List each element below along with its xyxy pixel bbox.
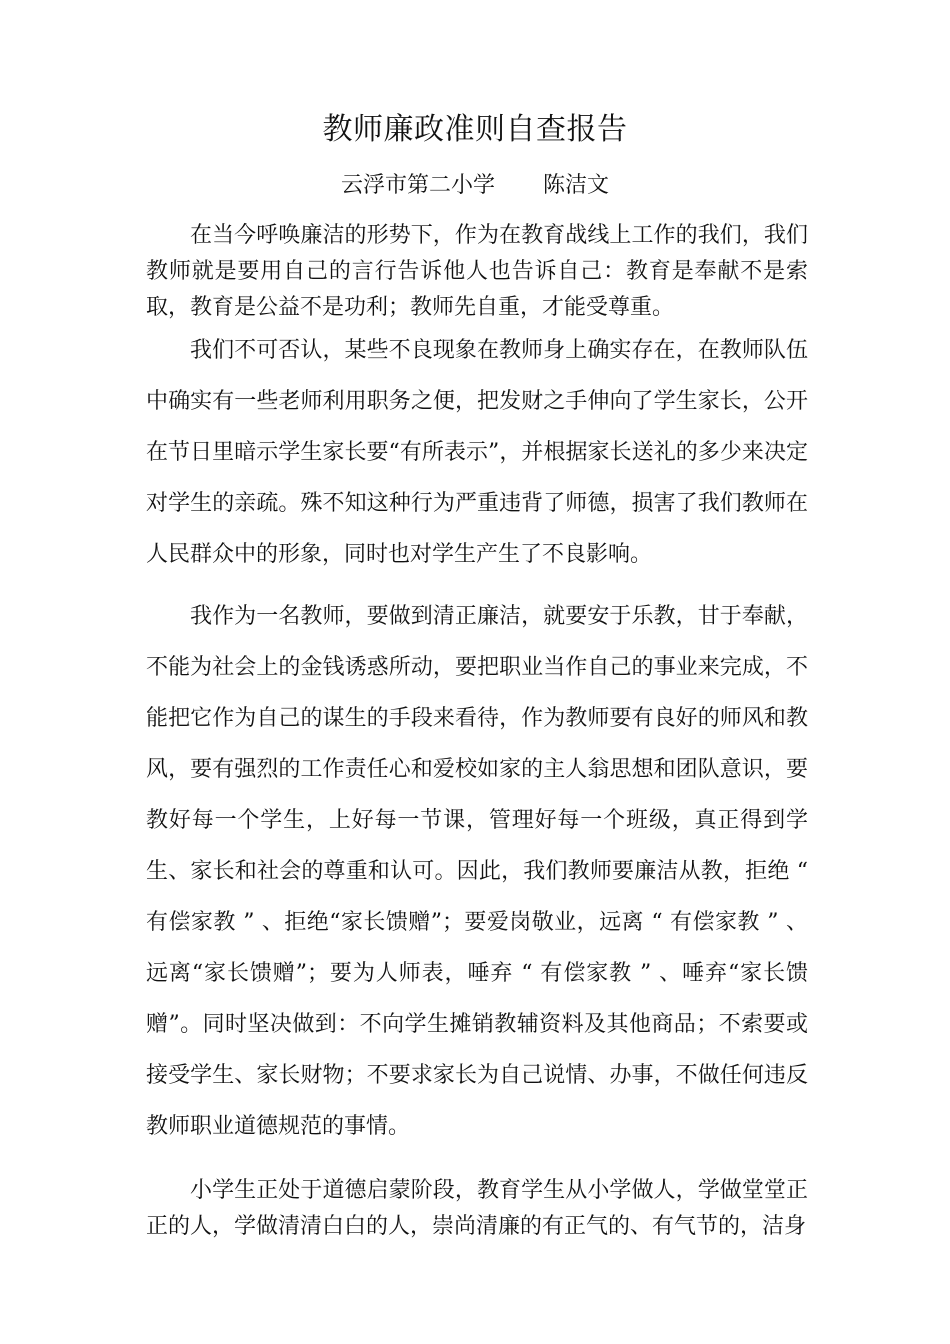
school-name: 云浮市第二小学	[340, 173, 495, 198]
document-body	[146, 218, 808, 1245]
document-title: 教师廉政准则自查报告	[322, 112, 628, 147]
author-name: 陈洁文	[543, 173, 610, 198]
paragraph-3: 我作为一名教师，要做到清正廉洁，就要安于乐教，甘于奉献，不能为社会上的金钱诱惑所动，要把职业当作自己的事业来完成，不能把它作为自己的谋生的手段来看待，作为教师要有良好的师风和教风，要有强烈的工作责任心和爱校如家的主人翁思想和团队意识，要教好每一个学生，上好每一节课，管理好每一个班级，真正得到学生、家长和社会的尊重和认可。因此，我们教师要廉洁从教，拒绝 “ 有偿家教 ” 、拒绝“家长馈赠”；要爱岗敬业，远离 “ 有偿家教 ” 、远离“家长馈赠”；要为人师表，唾弃 “ 有偿家教 ” 、唾弃“家长馈赠”。同时坚决做到：不向学生摊销教辅资料及其他商品；不索要或接受学生、家长财物；不要求家长为自己说情、办事，不做任何违反教师职业道德规范的事情。	[146, 604, 808, 1139]
paragraph-4: 小学生正处于道德启蒙阶段，教育学生从小学做人，学做堂堂正正的人，学做清清白白的人，崇尚清廉的有正气的、有气节的，洁身	[146, 1178, 808, 1239]
paragraph-2: 我们不可否认，某些不良现象在教师身上确实存在，在教师队伍中确实有一些老师利用职务之便，把发财之手伸向了学生家长，公开在节日里暗示学生家长要“有所表示”，并根据家长送礼的多少来决定对学生的亲疏。殊不知这种行为严重违背了师德，损害了我们教师在人民群众中的形象，同时也对学生产生了不良影响。	[146, 338, 808, 567]
paragraph-1: 在当今呼唤廉洁的形势下，作为在教育战线上工作的我们，我们教师就是要用自己的言行告诉他人也告诉自己：教育是奉献不是索取，教育是公益不是功利；教师先自重，才能受尊重。	[146, 223, 808, 320]
document-byline	[0, 170, 950, 202]
